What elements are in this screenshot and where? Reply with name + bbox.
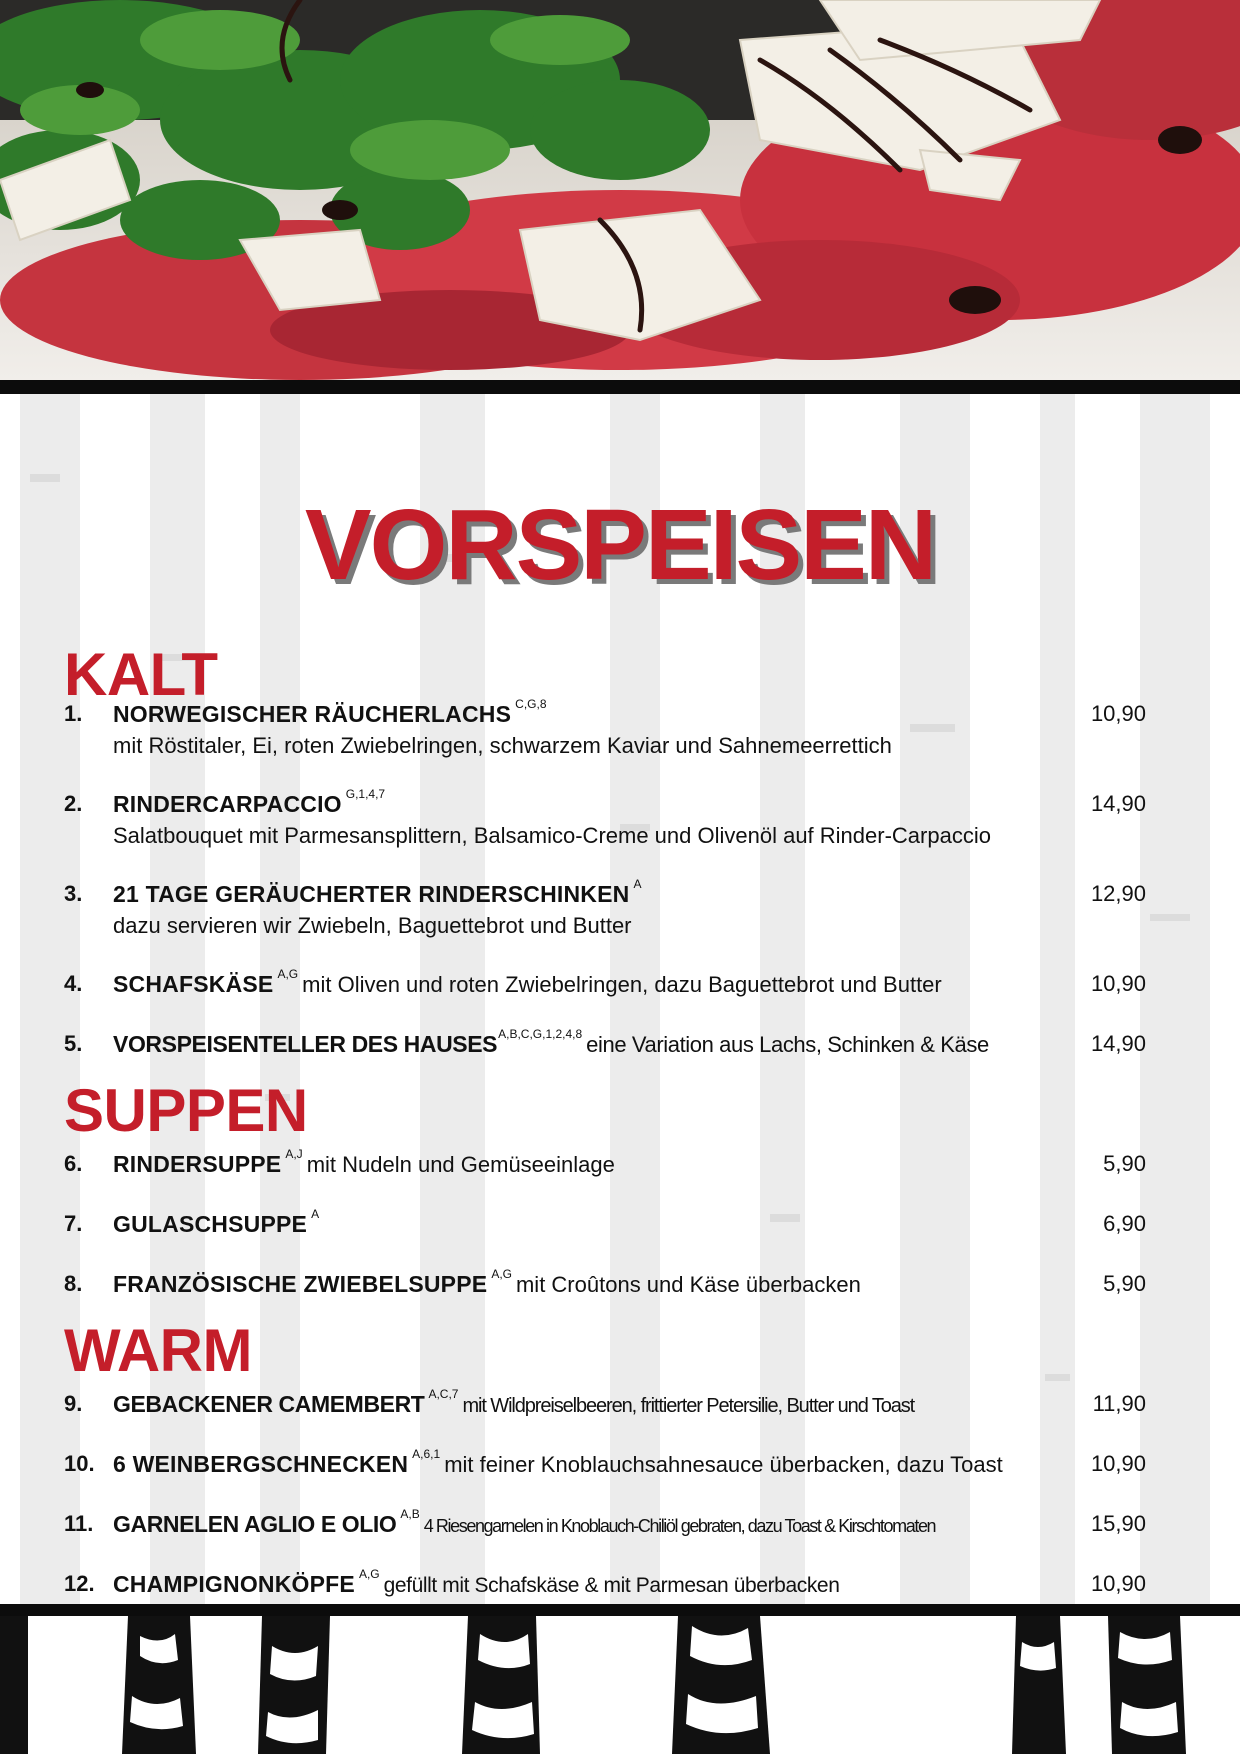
item-allergens: A xyxy=(633,877,642,891)
item-allergens: A,G xyxy=(491,1267,512,1281)
item-description: mit Wildpreiselbeeren, frittierter Petersilie, Butter und Toast xyxy=(462,1395,915,1417)
item-price: 11,90 xyxy=(1092,1391,1146,1416)
item-number: 7. xyxy=(64,1211,83,1236)
section-title-kalt: KALT xyxy=(64,641,218,708)
item-price: 10,90 xyxy=(1090,1571,1146,1596)
item-name: RINDERCARPACCIO xyxy=(113,791,342,817)
item-description: mit Nudeln und Gemüseeinlage xyxy=(306,1152,615,1177)
item-description: dazu servieren wir Zwiebeln, Baguettebrot und Butter xyxy=(113,913,632,938)
item-number: 1. xyxy=(64,701,83,726)
item-description: mit Croûtons und Käse überbacken xyxy=(515,1272,861,1297)
item-number: 2. xyxy=(64,791,83,816)
item-number: 5. xyxy=(64,1031,83,1056)
item-name: GARNELEN AGLIO E OLIO xyxy=(113,1511,397,1537)
item-description: mit Röstitaler, Ei, roten Zwiebelringen, schwarzem Kaviar und Sahnemeerrettich xyxy=(113,733,892,758)
item-price: 5,90 xyxy=(1103,1271,1146,1296)
page-title: VORSPEISEN xyxy=(304,489,936,601)
item-name: FRANZÖSISCHE ZWIEBELSUPPE xyxy=(113,1271,488,1297)
item-price: 14,90 xyxy=(1090,791,1146,816)
hero-food-photo xyxy=(0,0,1240,380)
menu-item xyxy=(64,1207,1174,1241)
menu-item xyxy=(64,1147,1174,1181)
menu-item xyxy=(64,1027,1174,1061)
menu-item xyxy=(64,1567,1174,1601)
item-allergens: A,6,1 xyxy=(412,1447,441,1461)
section-title-suppen: SUPPEN xyxy=(64,1077,308,1144)
item-allergens: A,B,C,G,1,2,4,8 xyxy=(498,1027,583,1041)
item-allergens: A,J xyxy=(285,1147,303,1161)
item-name: NORWEGISCHER RÄUCHERLACHS xyxy=(113,701,512,727)
item-allergens: G,1,4,7 xyxy=(345,787,386,801)
footer-divider-bar xyxy=(0,1604,1240,1616)
carpaccio-photo xyxy=(0,0,1240,380)
item-allergens: A,B xyxy=(400,1507,420,1521)
item-allergens: A,G xyxy=(358,1567,380,1581)
item-description: 4 Riesengarnelen in Knoblauch-Chiliöl gebraten, dazu Toast & Kirschtomaten xyxy=(423,1516,936,1536)
item-description: mit Oliven und roten Zwiebelringen, dazu Baguettebrot und Butter xyxy=(302,972,942,997)
menu-item xyxy=(64,787,1174,848)
birch-trees-illustration xyxy=(0,1616,1240,1754)
menu-item xyxy=(64,697,1174,758)
menu-item xyxy=(64,877,1174,938)
item-description: gefüllt mit Schafskäse & mit Parmesan überbacken xyxy=(383,1574,840,1597)
item-price: 14,90 xyxy=(1090,1031,1146,1056)
section-title-warm: WARM xyxy=(64,1317,252,1384)
item-number: 8. xyxy=(64,1271,83,1296)
item-allergens: A,G xyxy=(277,967,299,981)
item-price: 12,90 xyxy=(1090,881,1146,906)
item-number: 11. xyxy=(64,1511,94,1536)
footer-birch-band xyxy=(0,1616,1240,1754)
menu-item xyxy=(64,967,1174,1001)
item-number: 9. xyxy=(64,1391,83,1416)
item-price: 6,90 xyxy=(1103,1211,1146,1236)
item-description: eine Variation aus Lachs, Schinken & Käse xyxy=(586,1032,989,1057)
item-name: CHAMPIGNONKÖPFE xyxy=(113,1571,355,1597)
item-name: GEBACKENER CAMEMBERT xyxy=(113,1391,425,1417)
menu-item xyxy=(64,1267,1174,1301)
menu-item xyxy=(64,1507,1174,1541)
item-name: RINDERSUPPE xyxy=(113,1151,282,1177)
item-number: 6. xyxy=(64,1151,83,1176)
item-allergens: A xyxy=(311,1207,320,1221)
item-name: VORSPEISENTELLER DES HAUSES xyxy=(113,1031,498,1057)
menu-item xyxy=(64,1447,1174,1481)
hero-divider-bar xyxy=(0,380,1240,394)
item-name: 6 WEINBERGSCHNECKEN xyxy=(113,1451,409,1477)
item-allergens: A,C,7 xyxy=(428,1387,459,1401)
item-price: 5,90 xyxy=(1103,1151,1146,1176)
item-name: 21 TAGE GERÄUCHERTER RINDERSCHINKEN xyxy=(113,881,630,907)
item-number: 4. xyxy=(64,971,83,996)
item-number: 12. xyxy=(64,1571,95,1596)
item-number: 10. xyxy=(64,1451,95,1476)
item-name: SCHAFSKÄSE xyxy=(113,971,274,997)
item-price: 10,90 xyxy=(1090,701,1146,726)
item-name: GULASCHSUPPE xyxy=(113,1211,308,1237)
item-price: 15,90 xyxy=(1090,1511,1146,1536)
menu-item xyxy=(64,1387,1174,1421)
item-number: 3. xyxy=(64,881,83,906)
item-allergens: C,G,8 xyxy=(515,697,547,711)
item-description: mit feiner Knoblauchsahnesauce überbacken, dazu Toast xyxy=(444,1452,1003,1477)
item-price: 10,90 xyxy=(1090,1451,1146,1476)
item-price: 10,90 xyxy=(1090,971,1146,996)
item-description: Salatbouquet mit Parmesansplittern, Balsamico-Creme und Olivenöl auf Rinder-Carpaccio xyxy=(113,823,991,848)
